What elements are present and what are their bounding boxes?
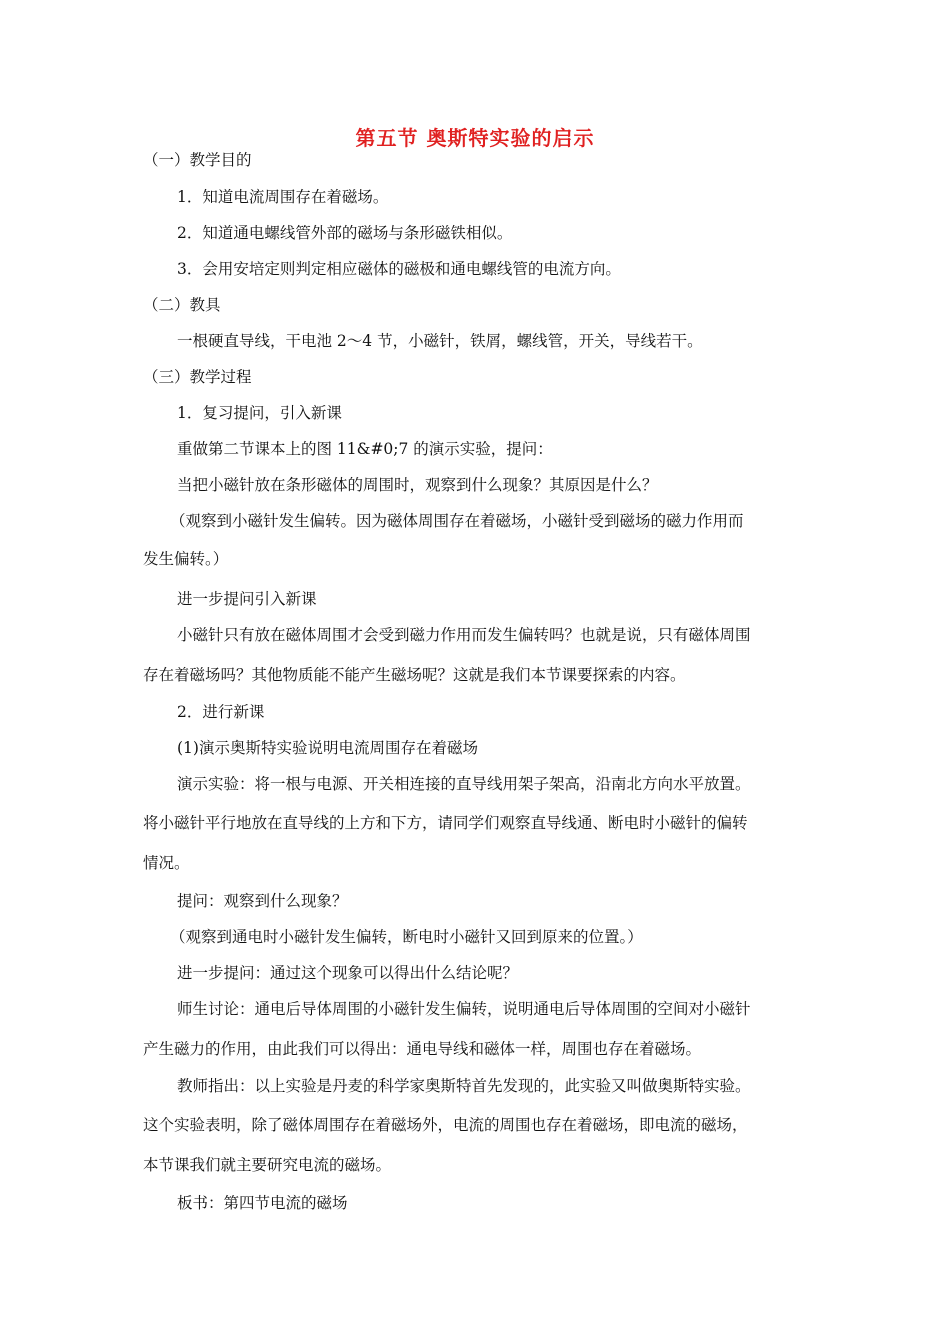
paragraph-line: 当把小磁针放在条形磁体的周围时，观察到什么现象？其原因是什么？ [177,476,658,494]
paragraph-line: 进一步提问：通过这个现象可以得出什么结论呢？ [177,964,519,982]
paragraph-line: 提问：观察到什么现象？ [177,892,348,910]
paragraph-line: 这个实验表明，除了磁体周围存在着磁场外，电流的周围也存在着磁场，即电流的磁场， [143,1116,748,1134]
paragraph-line: 进一步提问引入新课 [177,590,317,608]
paragraph-line: 重做第二节课本上的图 11&#0;7 的演示实验，提问： [177,440,553,458]
paragraph-line: 将小磁针平行地放在直导线的上方和下方，请同学们观察直导线通、断电时小磁针的偏转 [143,814,748,832]
section-heading-equipment: （二）教具 [143,296,221,314]
paragraph-line: 板书：第四节电流的磁场 [177,1194,348,1212]
paragraph-line: （观察到通电时小磁针发生偏转，断电时小磁针又回到原来的位置。） [170,928,643,946]
paragraph-line: （观察到小磁针发生偏转。因为磁体周围存在着磁场，小磁针受到磁场的磁力作用而 [170,512,744,530]
equipment-list: 一根硬直导线，干电池 2～4 节，小磁针，铁屑，螺线管，开关，导线若干。 [177,332,703,350]
objective-item-1: 1．知道电流周围存在着磁场。 [177,188,389,206]
paragraph-line: 产生磁力的作用，由此我们可以得出：通电导线和磁体一样，周围也存在着磁场。 [143,1040,702,1058]
paragraph-line: (1)演示奥斯特实验说明电流周围存在着磁场 [177,739,478,757]
section-heading-process: （三）教学过程 [143,368,252,386]
objective-item-3: 3．会用安培定则判定相应磁体的磁极和通电螺线管的电流方向。 [177,260,621,278]
paragraph-line: 教师指出：以上实验是丹麦的科学家奥斯特首先发现的，此实验又叫做奥斯特实验。 [177,1077,751,1095]
document-title: 第五节 奥斯特实验的启示 [355,126,595,150]
paragraph-line: 发生偏转。） [143,550,229,568]
paragraph-line: 小磁针只有放在磁体周围才会受到磁力作用而发生偏转吗？也就是说，只有磁体周围 [177,626,751,644]
objective-item-2: 2．知道通电螺线管外部的磁场与条形磁铁相似。 [177,224,513,242]
step-heading-new-lesson: 2．进行新课 [177,703,265,721]
section-heading-objectives: （一）教学目的 [143,151,252,169]
paragraph-line: 演示实验：将一根与电源、开关相连接的直导线用架子架高，沿南北方向水平放置。 [177,775,751,793]
step-heading-review: 1．复习提问，引入新课 [177,404,342,422]
paragraph-line: 存在着磁场吗？其他物质能不能产生磁场呢？这就是我们本节课要探索的内容。 [143,666,686,684]
paragraph-line: 师生讨论：通电后导体周围的小磁针发生偏转，说明通电后导体周围的空间对小磁针 [177,1000,751,1018]
paragraph-line: 情况。 [143,854,190,872]
paragraph-line: 本节课我们就主要研究电流的磁场。 [143,1156,392,1174]
